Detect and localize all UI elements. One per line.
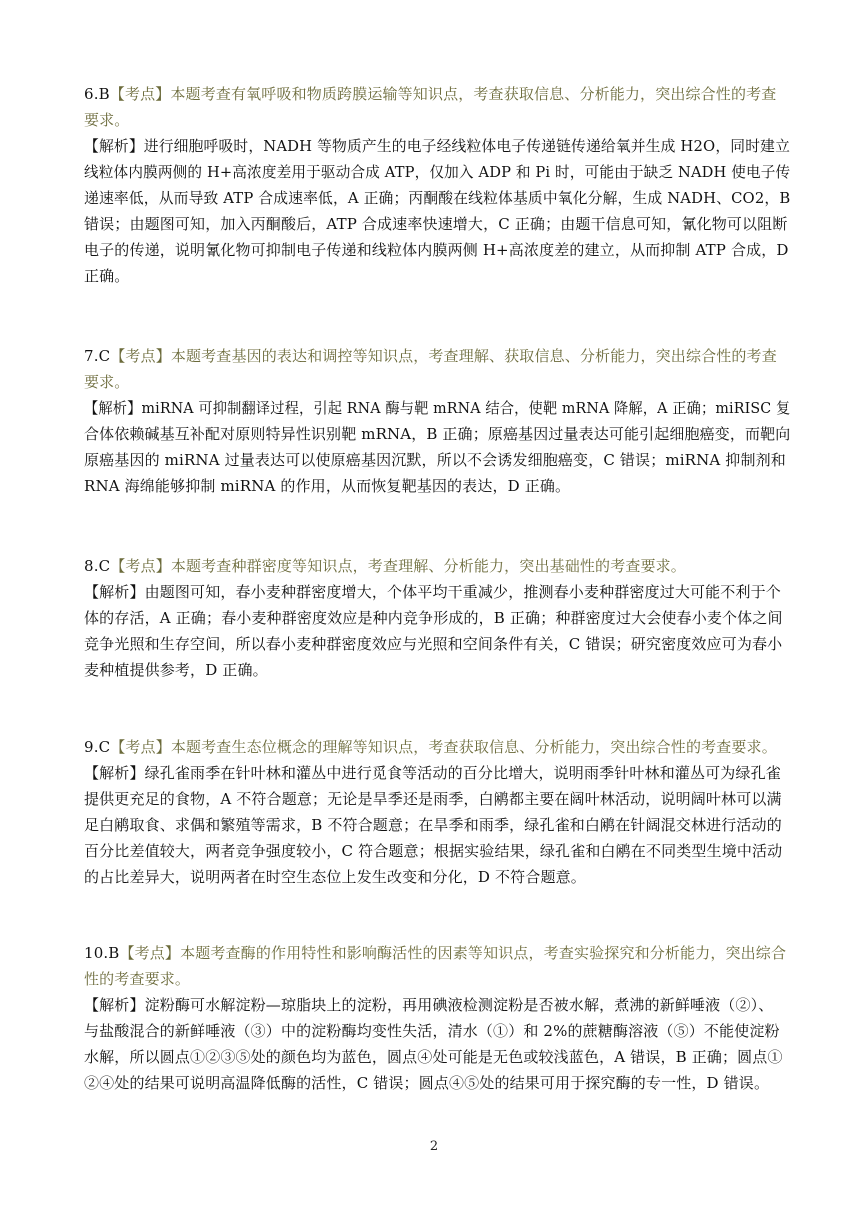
- analysis-text: 合体依赖碱基互补配对原则特异性识别靶 mRNA，B 正确；原癌基因过量表达可能引起细胞癌变，而靶向: [84, 425, 791, 443]
- text-line: [84, 1018, 790, 1044]
- answer-item-10: [84, 940, 790, 1096]
- text-line: [84, 133, 791, 159]
- text-line: [84, 838, 790, 864]
- analysis-text: 竞争光照和生存空间，所以春小麦种群密度效应与光照和空间条件有关，C 错误；研究密度效应可为春小: [84, 635, 783, 653]
- kaodian-text: 【考点】本题考查有氧呼吸和物质跨膜运输等知识点，考查获取信息、分析能力，突出综合性的考查: [109, 85, 777, 103]
- analysis-text: 【解析】绿孔雀雨季在针叶林和灌丛中进行觅食等活动的百分比增大，说明雨季针叶林和灌丛可为绿孔雀: [84, 764, 781, 782]
- analysis-text: 原癌基因的 miRNA 过量表达可以使原癌基因沉默，所以不会诱发细胞癌变，C 错误；miRNA 抑制剂和: [84, 451, 786, 469]
- text-line: [84, 395, 791, 421]
- text-line: [84, 657, 790, 683]
- analysis-text: 的占比差异大，说明两者在时空生态位上发生改变和分化，D 不符合题意。: [84, 868, 586, 886]
- analysis-text: 水解，所以圆点①②③⑤处的颜色均为蓝色，圆点④处可能是无色或较浅蓝色，A 错误，B 正确；圆点①: [84, 1048, 783, 1066]
- analysis-text: 正确。: [84, 267, 130, 285]
- text-line: [84, 1044, 790, 1070]
- analysis-text: 与盐酸混合的新鲜唾液（③）中的淀粉酶均变性失活，清水（①）和 2%的蔗糖酶溶液（⑤）不能使淀粉: [84, 1022, 780, 1040]
- text-line: [84, 579, 790, 605]
- analysis-text: 递速率低，从而导致 ATP 合成速率低，A 正确；丙酮酸在线粒体基质中氧化分解，生成 NADH、CO2，B: [84, 189, 791, 207]
- text-line: [84, 159, 791, 185]
- analysis-text: 【解析】淀粉酶可水解淀粉—琼脂块上的淀粉，再用碘液检测淀粉是否被水解，煮沸的新鲜唾液（②）、: [84, 996, 774, 1014]
- analysis-text: 提供更充足的食物，A 不符合题意；无论是旱季还是雨季，白鹇都主要在阔叶林活动，说明阔叶林可以满: [84, 790, 782, 808]
- page-number: 2: [429, 1139, 439, 1154]
- text-line: [84, 940, 790, 966]
- kaodian-text: 【考点】本题考查酶的作用特性和影响酶活性的因素等知识点，考查实验探究和分析能力，突出综合: [119, 944, 787, 962]
- kaodian-text: 要求。: [84, 111, 130, 129]
- analysis-text: 足白鹇取食、求偶和繁殖等需求，B 不符合题意；在旱季和雨季，绿孔雀和白鹇在针阔混交林进行活动的: [84, 816, 782, 834]
- text-line: [84, 81, 790, 107]
- text-line: [84, 992, 790, 1018]
- analysis-text: 线粒体内膜两侧的 H+高浓度差用于驱动合成 ATP，仅加入 ADP 和 Pi 时，可能由于缺乏 NADH 使电子传: [84, 163, 791, 181]
- text-line: [84, 343, 790, 369]
- analysis-text: 【解析】miRNA 可抑制翻译过程，引起 RNA 酶与靶 mRNA 结合，使靶 mRNA 降解，A 正确；miRISC 复: [84, 399, 791, 417]
- analysis-text: 体的存活，A 正确；春小麦种群密度效应是种内竞争形成的，B 正确；种群密度过大会使春小麦个体之间: [84, 609, 783, 627]
- analysis-text: 【解析】进行细胞呼吸时，NADH 等物质产生的电子经线粒体电子传递链传递给氧并生成 H2O，同时建立: [84, 137, 791, 155]
- question-number: 7.C: [84, 347, 111, 365]
- analysis-text: 【解析】由题图可知，春小麦种群密度增大，个体平均干重减少，推测春小麦种群密度过大可能不利于个: [84, 583, 781, 601]
- text-line: [84, 473, 790, 499]
- answer-item-9: [84, 734, 790, 890]
- question-number: 9.C: [84, 738, 111, 756]
- text-line: [84, 605, 790, 631]
- text-line: [84, 421, 789, 447]
- analysis-text: 电子的传递，说明氰化物可抑制电子传递和线粒体内膜两侧 H+高浓度差的建立，从而抑制 ATP 合成，D: [84, 241, 789, 259]
- answer-item-7: [84, 343, 790, 499]
- analysis-text: RNA 海绵能够抑制 miRNA 的作用，从而恢复靶基因的表达，D 正确。: [84, 477, 571, 495]
- kaodian-text: 【考点】本题考查种群密度等知识点，考查理解、分析能力，突出基础性的考查要求。: [110, 557, 686, 575]
- text-line: [84, 631, 790, 657]
- text-line: [84, 966, 790, 992]
- text-line: [84, 786, 790, 812]
- text-line: [84, 553, 790, 579]
- analysis-text: ②④处的结果可说明高温降低酶的活性，C 错误；圆点④⑤处的结果可用于探究酶的专一性，D 错误。: [84, 1074, 770, 1092]
- text-line: [84, 263, 790, 289]
- question-number: 6.B: [84, 85, 110, 103]
- text-line: [84, 734, 790, 760]
- kaodian-text: 要求。: [84, 373, 130, 391]
- text-line: [84, 211, 790, 237]
- analysis-text: 错误；由题图可知，加入丙酮酸后，ATP 合成速率快速增大，C 正确；由题干信息可知，氰化物可以阻断: [84, 215, 788, 233]
- text-line: [84, 107, 790, 133]
- question-number: 8.C: [84, 557, 111, 575]
- text-line: [84, 185, 791, 211]
- answer-item-6: [84, 81, 790, 289]
- question-number: 10.B: [84, 944, 120, 962]
- text-line: [84, 237, 790, 263]
- answer-item-8: [84, 553, 790, 683]
- kaodian-text: 【考点】本题考查基因的表达和调控等知识点，考查理解、获取信息、分析能力，突出综合性的考查: [110, 347, 777, 365]
- text-line: [84, 1070, 790, 1096]
- analysis-text: 麦种植提供参考，D 正确。: [84, 661, 268, 679]
- kaodian-text: 【考点】本题考查生态位概念的理解等知识点，考查获取信息、分析能力，突出综合性的考查要求。: [110, 738, 777, 756]
- kaodian-text: 性的考查要求。: [84, 970, 191, 988]
- text-line: [84, 760, 790, 786]
- analysis-text: 百分比差值较大，两者竞争强度较小，C 符合题意；根据实验结果，绿孔雀和白鹇在不同类型生境中活动: [84, 842, 783, 860]
- text-line: [84, 864, 790, 890]
- text-line: [84, 812, 790, 838]
- text-line: [84, 447, 790, 473]
- text-line: [84, 369, 790, 395]
